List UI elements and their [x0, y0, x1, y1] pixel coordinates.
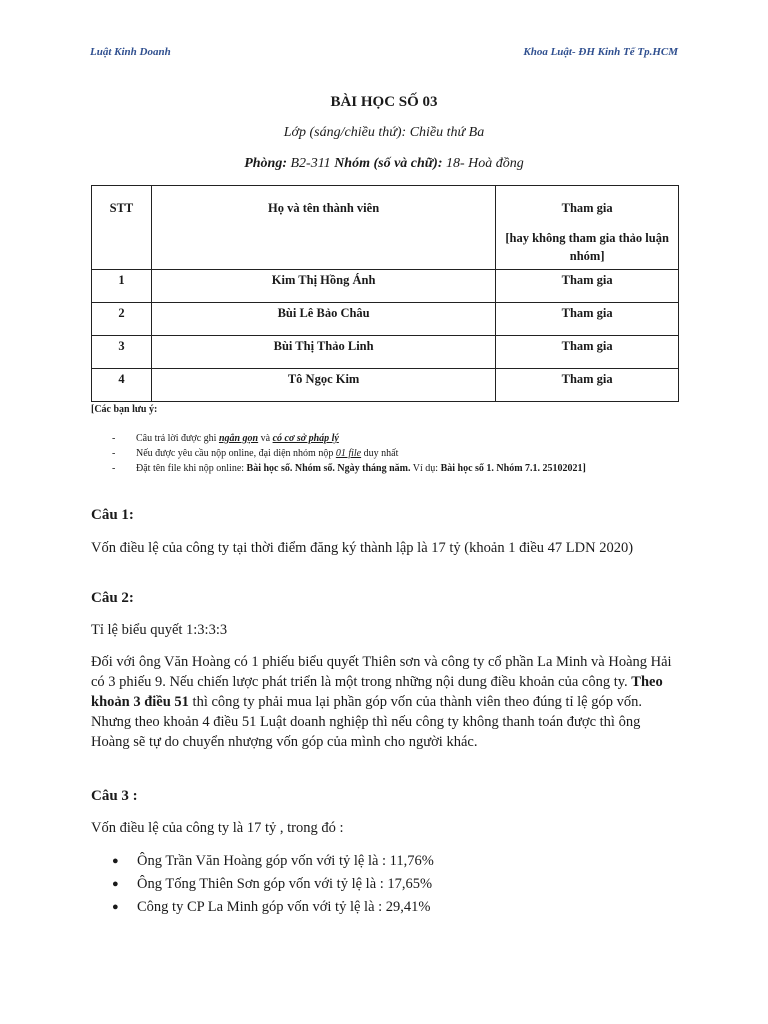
room-label: Phòng: — [244, 156, 287, 171]
room-line — [0, 156, 768, 172]
header-name: Họ và tên thành viên — [151, 186, 495, 270]
table-header-row — [92, 186, 679, 270]
cell-participation: Tham gia — [496, 270, 679, 303]
header-left: Luật Kinh Doanh — [90, 46, 171, 58]
cell-stt: 1 — [92, 270, 152, 303]
cell-participation: Tham gia — [496, 303, 679, 336]
header-participation-note: [hay không tham gia thảo luận nhóm] — [505, 231, 669, 263]
list-item: ● Công ty CP La Minh góp vốn với tỷ lệ là : 29,41% — [112, 896, 434, 919]
list-item: ● Ông Tống Thiên Sơn góp vốn với tỷ lệ là : 17,65% — [112, 873, 434, 896]
members-table — [91, 185, 679, 402]
question-3-intro: Vốn điều lệ của công ty là 17 tỷ , trong đó : — [91, 820, 344, 836]
cell-participation: Tham gia — [496, 369, 679, 402]
header-right: Khoa Luật- ĐH Kinh Tế Tp.HCM — [523, 46, 678, 58]
cell-name: Bùi Lê Bảo Châu — [151, 303, 495, 336]
class-value: Chiều thứ Ba — [409, 125, 485, 140]
list-item: ● Ông Trần Văn Hoàng góp vốn với tỷ lệ là : 11,76% — [112, 850, 434, 873]
notes-list — [112, 432, 692, 477]
room-value: B2-311 — [290, 156, 331, 171]
table-row — [92, 369, 679, 402]
table-row — [92, 336, 679, 369]
header-stt: STT — [92, 186, 152, 270]
page-header — [90, 46, 678, 64]
header-participation: Tham gia [hay không tham gia thảo luận nhóm] — [496, 186, 679, 270]
class-line — [0, 125, 768, 141]
cell-name: Kim Thị Hồng Ánh — [151, 270, 495, 303]
cell-name: Tô Ngọc Kim — [151, 369, 495, 402]
note-item: - Đặt tên file khi nộp online: Bài học số. Nhóm số. Ngày tháng năm. Ví dụ: Bài học số 1. Nhóm 7.1. 25102021] — [112, 462, 692, 476]
cell-stt: 4 — [92, 369, 152, 402]
question-2-answer: Đối với ông Văn Hoàng có 1 phiếu biểu quyết Thiên sơn và công ty cổ phần La Minh và Hoàng Hải có 3 phiếu 9. Nếu chiến lược phát triển là một trong những nội dung điều khoản của công ty. Theo khoản 3 điều 51 thì công ty phải mua lại phần góp vốn của thành viên theo đúng tỉ lệ góp vốn. Nhưng theo khoản 4 điều 51 Luật doanh nghiệp thì nếu công ty không thanh toán được thì ông Hoàng sẽ tự do chuyển nhượng vốn góp của mình cho người khác. — [91, 654, 672, 750]
cell-stt: 3 — [92, 336, 152, 369]
note-item: - Câu trả lời được ghi ngắn gọn và có cơ sở pháp lý — [112, 432, 692, 446]
table-row — [92, 303, 679, 336]
cell-name: Bùi Thị Thảo Linh — [151, 336, 495, 369]
question-2-title: Câu 2: — [91, 590, 134, 606]
group-value: 18- Hoà đồng — [446, 156, 524, 171]
note-item: - Nếu được yêu cầu nộp online, đại diện nhóm nộp 01 file duy nhất — [112, 447, 692, 461]
question-3-list — [112, 850, 434, 919]
table-row — [92, 270, 679, 303]
question-1-title: Câu 1: — [91, 507, 134, 523]
document-title: BÀI HỌC SỐ 03 — [330, 94, 438, 110]
group-label: Nhóm (số và chữ): — [334, 156, 443, 171]
question-1-answer: Vốn điều lệ của công ty tại thời điểm đăng ký thành lập là 17 tỷ (khoản 1 điều 47 LDN 2020) — [91, 540, 634, 556]
question-2-ratio: Tỉ lệ biểu quyết 1:3:3:3 — [91, 622, 228, 638]
cell-stt: 2 — [92, 303, 152, 336]
class-label: Lớp (sáng/chiều thứ): — [283, 125, 407, 140]
notes-title: [Các bạn lưu ý: — [91, 404, 158, 415]
question-3-title: Câu 3 : — [91, 788, 138, 804]
cell-participation: Tham gia — [496, 336, 679, 369]
